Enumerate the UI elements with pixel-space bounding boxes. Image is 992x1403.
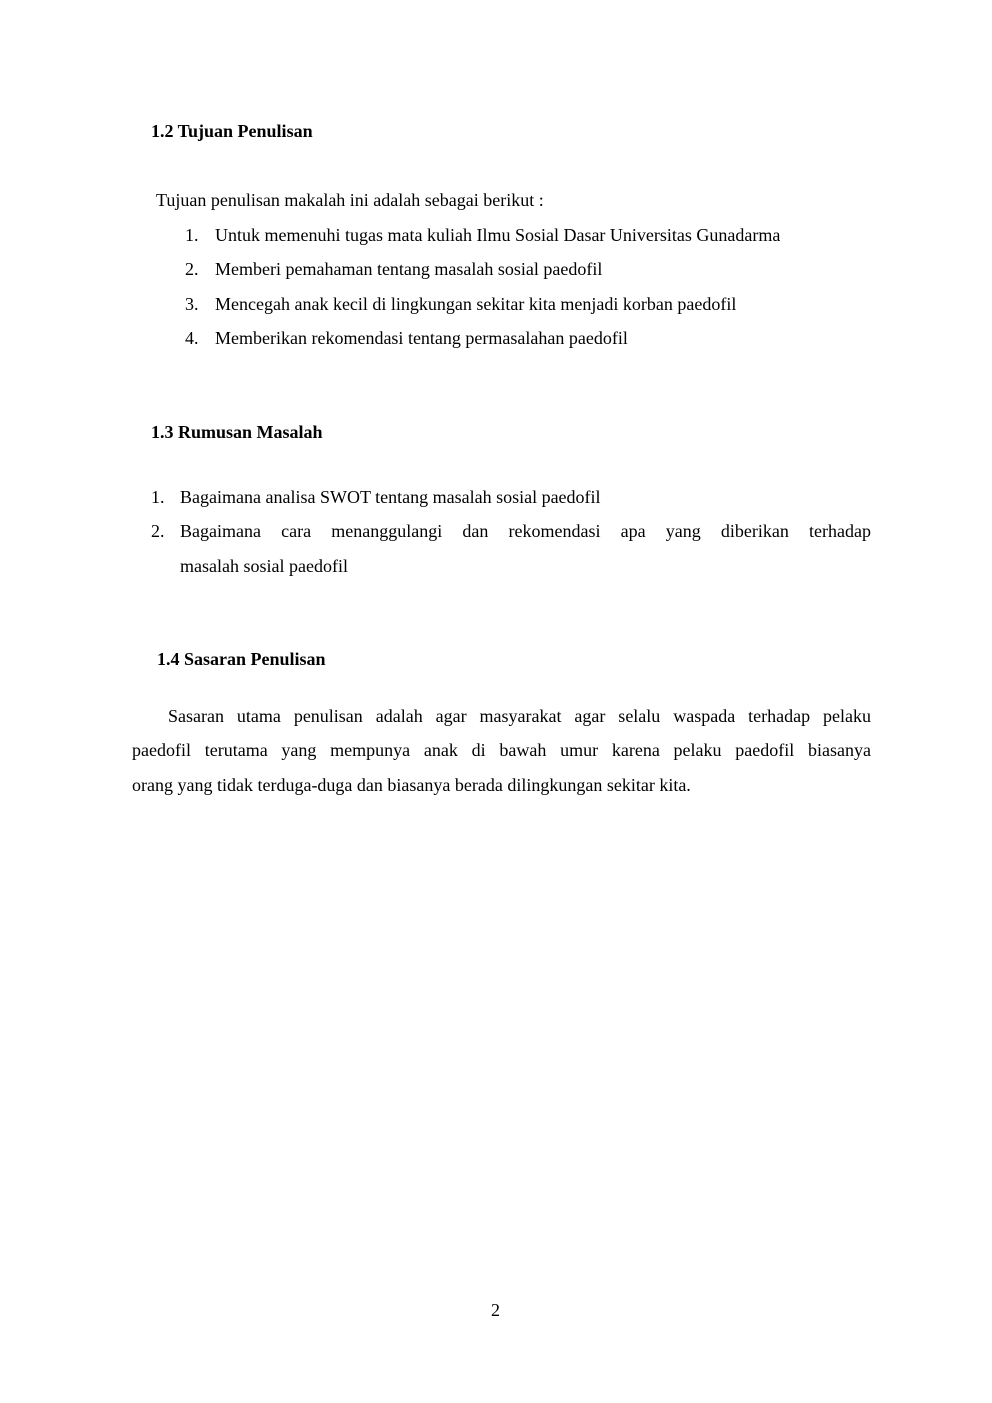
list-item: Memberi pemahaman tentang masalah sosial paedofil	[215, 259, 603, 279]
list-number: 1.	[185, 225, 199, 245]
list-number: 4.	[185, 328, 199, 348]
paragraph-line: paedofil terutama yang mempunya anak di bawah umur karena pelaku paedofil biasanya	[132, 740, 871, 760]
list-number: 3.	[185, 294, 199, 314]
paragraph-line: Sasaran utama penulisan adalah agar masyarakat agar selalu waspada terhadap pelaku	[168, 706, 871, 726]
list-item: Memberikan rekomendasi tentang permasalahan paedofil	[215, 328, 628, 348]
section-heading: 1.3 Rumusan Masalah	[151, 422, 323, 442]
list-number: 2.	[151, 521, 165, 541]
list-item: Untuk memenuhi tugas mata kuliah Ilmu Sosial Dasar Universitas Gunadarma	[215, 225, 781, 245]
page-number: 2	[491, 1300, 500, 1320]
list-item: Bagaimana cara menanggulangi dan rekomendasi apa yang diberikan terhadap	[180, 521, 871, 541]
list-item: Mencegah anak kecil di lingkungan sekitar kita menjadi korban paedofil	[215, 294, 737, 314]
list-item: Bagaimana analisa SWOT tentang masalah sosial paedofil	[180, 487, 601, 507]
section-heading: 1.4 Sasaran Penulisan	[157, 649, 326, 669]
list-number: 2.	[185, 259, 199, 279]
paragraph-line: orang yang tidak terduga-duga dan biasanya berada dilingkungan sekitar kita.	[132, 775, 691, 795]
section-heading: 1.2 Tujuan Penulisan	[151, 121, 313, 141]
list-number: 1.	[151, 487, 165, 507]
paragraph: Tujuan penulisan makalah ini adalah sebagai berikut :	[156, 190, 544, 210]
list-item-continued: masalah sosial paedofil	[180, 556, 348, 576]
